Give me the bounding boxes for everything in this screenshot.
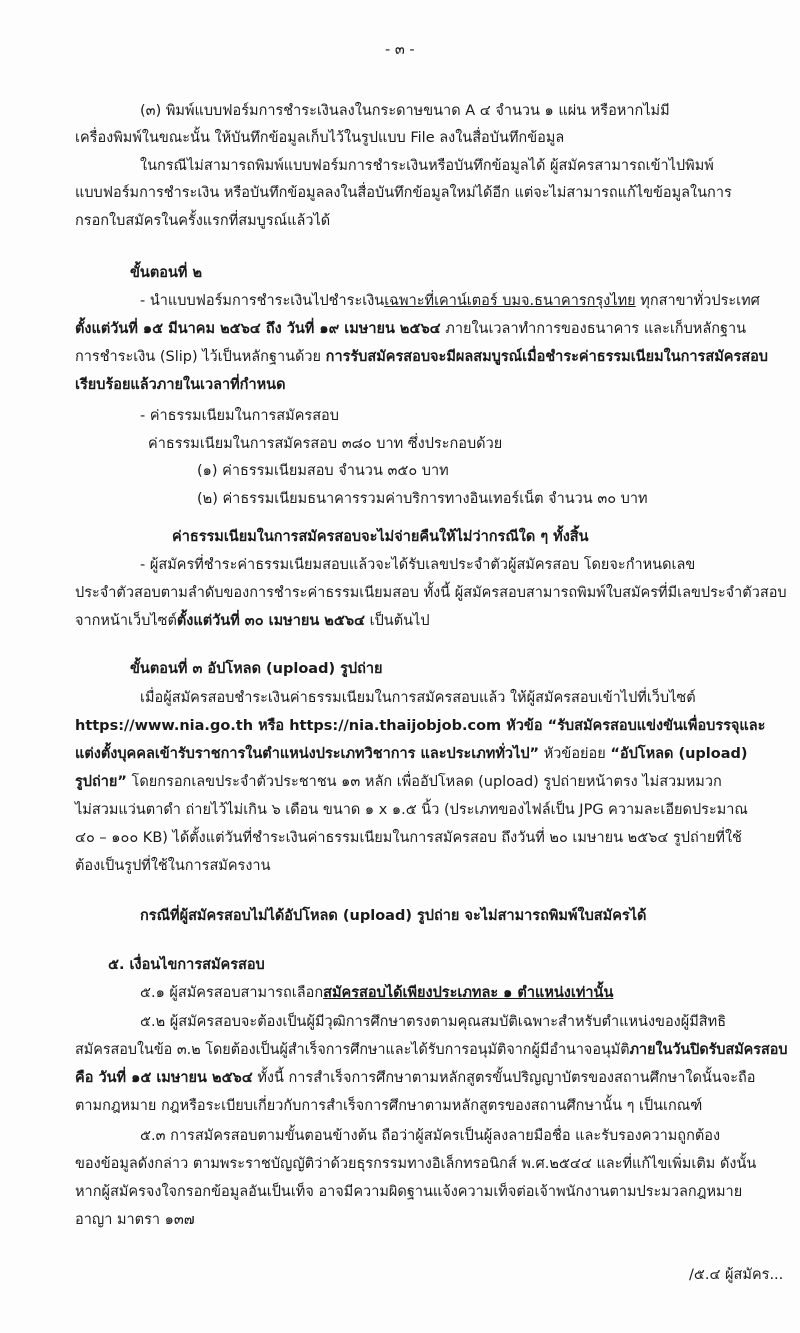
krungthai-counter: เฉพาะที่เคาน์เตอร์ บมจ.ธนาคารกรุงไทย (384, 293, 636, 309)
para1-line1: (๓) พิมพ์แบบฟอร์มการชำระเงินลงในกระดาษขนาด A ๔ จำนวน ๑ แผ่น หรือหากไม่มี (140, 103, 670, 119)
step2-heading: ขั้นตอนที่ ๒ (130, 265, 203, 281)
section5-2-line3-text: ทั้งนี้ การสำเร็จการศึกษาตามหลักสูตรขั้นปริญญาบัตรของสถานศึกษาใดนั้นจะถือ (252, 1070, 756, 1086)
para2-line2: แบบฟอร์มการชำระเงิน หรือบันทึกข้อมูลลงในสื่อบันทึกข้อมูลใหม่ได้อีก แต่จะไม่สามารถแก้ไขข้อมูลในการ (75, 185, 732, 201)
section5-3-line4: อาญา มาตรา ๑๓๗ (75, 1212, 195, 1228)
section5-3-line1: ๕.๓ การสมัครสอบตามขั้นตอนข้างต้น ถือว่าผู้สมัครเป็นผู้ลงลายมือชื่อ และรับรองความถูกต้อง (140, 1128, 721, 1144)
step3-line2: https://www.nia.go.th หรือ https://nia.thaijobjob.com หัวข้อ “รับสมัครสอบแข่งขันเพื่อบรรจุและ (75, 718, 766, 734)
section5-1 (140, 983, 613, 1003)
step2-remark-line3 (75, 611, 430, 631)
step3-line4-text: โดยกรอกเลขประจำตัวประชาชน ๑๓ หลัก เพื่ออัปโหลด (upload) รูปถ่ายหน้าตรง ไม่สวมหมวก (126, 774, 722, 790)
subtopic-title: “อัปโหลด (upload) (610, 746, 748, 762)
step3-line3 (75, 744, 748, 764)
continuation-marker: /๕.๔ ผู้สมัคร... (689, 1267, 784, 1283)
payment-period: ตั้งแต่วันที่ ๑๕ มีนาคม ๒๕๖๔ ถึง วันที่ ๑๙ เมษายน ๒๕๖๔ (75, 321, 441, 337)
subtopic-title-end: รูปถ่าย” (75, 774, 127, 790)
step2-remark-line2: ประจำตัวสอบตามลำดับของการชำระค่าธรรมเนียมสอบ ทั้งนี้ ผู้สมัครสอบสามารถพิมพ์ใบสมัครที่มีเลขประจำตัวสอบ (75, 585, 787, 601)
step3-line7: ต้องเป็นรูปที่ใช้ในการสมัครงาน (75, 858, 271, 874)
step2-line2-tail: ภายในเวลาทำการของธนาคาร และเก็บหลักฐาน (440, 321, 747, 337)
step2-line4: เรียบร้อยแล้วภายในเวลาที่กำหนด (75, 377, 286, 393)
step3-heading: ขั้นตอนที่ ๓ อัปโหลด (upload) รูปถ่าย (130, 661, 383, 677)
fee-item-1: (๑) ค่าธรรมเนียมสอบ จำนวน ๓๕๐ บาท (197, 463, 449, 479)
section5-3-line2: ของข้อมูลดังกล่าว ตามพระราชบัญญัติว่าด้วยธุรกรรมทางอิเล็กทรอนิกส์ พ.ศ.๒๕๔๔ และที่แก้ไขเพิ่มเติม ดังนั้น (75, 1156, 757, 1172)
step3-line6: ๔๐ – ๑๐๐ KB) ได้ตั้งแต่วันที่ชำระเงินค่าธรรมเนียมในการสมัครสอบ ถึงวันที่ ๒๐ เมษายน ๒๕๖๔ รูปถ่ายที่ใช้ (75, 830, 742, 846)
fee-total: ค่าธรรมเนียมในการสมัครสอบ ๓๘๐ บาท ซึ่งประกอบด้วย (148, 436, 503, 452)
section5-2-line4: ตามกฎหมาย กฎหรือระเบียบเกี่ยวกับการสำเร็จการศึกษาตามหลักสูตรของสถานศึกษานั้น ๆ เป็นเกณฑ์ (75, 1098, 703, 1114)
section5-2-line2 (75, 1040, 787, 1060)
section5-3-line3: หากผู้สมัครจงใจกรอกข้อมูลอันเป็นเท็จ อาจมีความผิดฐานแจ้งความเท็จต่อเจ้าพนักงานตามประมวลกฎหมาย (75, 1184, 743, 1200)
no-refund-notice: ค่าธรรมเนียมในการสมัครสอบจะไม่จ่ายคืนให้ไม่ว่ากรณีใด ๆ ทั้งสิ้น (172, 529, 589, 545)
para2-line1: ในกรณีไม่สามารถพิมพ์แบบฟอร์มการชำระเงินหรือบันทึกข้อมูลได้ ผู้สมัครสามารถเข้าไปพิมพ์ (140, 158, 714, 174)
fee-item-2: (๒) ค่าธรรมเนียมธนาคารรวมค่าบริการทางอินเทอร์เน็ต จำนวน ๓๐ บาท (197, 491, 648, 507)
step2-line1-text: - นำแบบฟอร์มการชำระเงินไปชำระเงิน (140, 293, 385, 309)
completion-note: การรับสมัครสอบจะมีผลสมบูรณ์เมื่อชำระค่าธรรมเนียมในการสมัครสอบ (325, 349, 768, 365)
step2-remark-line3-text: จากหน้าเว็บไซต์ (75, 613, 177, 629)
step2-line1 (140, 291, 760, 311)
section5-2-line2-text: สมัครสอบในข้อ ๓.๒ โดยต้องเป็นผู้สำเร็จการศึกษาและได้รับการอนุมัติจากผู้มีอำนาจอนุมัติ (75, 1042, 630, 1058)
step2-line2 (75, 319, 746, 339)
closing-date: คือ วันที่ ๑๕ เมษายน ๒๕๖๔ (75, 1070, 253, 1086)
page-number: - ๓ - (385, 42, 415, 58)
step3-line4 (75, 772, 722, 792)
section5-2-line3 (75, 1068, 755, 1088)
step2-line1-tail: ทุกสาขาทั่วประเทศ (635, 293, 760, 309)
print-start-date: ตั้งแต่วันที่ ๓๐ เมษายน ๒๕๖๔ (176, 613, 366, 629)
section5-2-line1: ๕.๒ ผู้สมัครสอบจะต้องเป็นผู้มีวุฒิการศึกษาตรงตามคุณสมบัติเฉพาะสำหรับตำแหน่งของผู้มีสิทธิ (140, 1014, 727, 1030)
step2-remark-line1: - ผู้สมัครที่ชำระค่าธรรมเนียมสอบแล้วจะได้รับเลขประจำตัวผู้สมัครสอบ โดยจะกำหนดเลข (140, 557, 696, 573)
section5-1-text: ๕.๑ ผู้สมัครสอบสามารถเลือก (140, 985, 324, 1001)
step3-line5: ไม่สวมแว่นตาดำ ถ่ายไว้ไม่เกิน ๖ เดือน ขนาด ๑ x ๑.๕ นิ้ว (ประเภทของไฟล์เป็น JPG ความละเอียดประมาณ (75, 802, 748, 818)
upload-warning: กรณีที่ผู้สมัครสอบไม่ได้อัปโหลด (upload) รูปถ่าย จะไม่สามารถพิมพ์ใบสมัครได้ (140, 908, 647, 924)
topic-title: แต่งตั้งบุคคลเข้ารับราชการในตำแหน่งประเภทวิชาการ และประเภททั่วไป” (75, 746, 540, 762)
fee-heading: - ค่าธรรมเนียมในการสมัครสอบ (140, 408, 339, 424)
one-position-rule: สมัครสอบได้เพียงประเภทละ ๑ ตำแหน่งเท่านั้น (323, 985, 614, 1001)
para2-line3: กรอกใบสมัครในครั้งแรกที่สมบูรณ์แล้วได้ (75, 213, 331, 229)
closing-deadline: ภายในวันปิดรับสมัครสอบ (629, 1042, 788, 1058)
para1-line2: เครื่องพิมพ์ในขณะนั้น ให้บันทึกข้อมูลเก็บไว้ในรูปแบบ File ลงในสื่อบันทึกข้อมูล (75, 130, 565, 146)
step2-remark-line3-tail: เป็นต้นไป (365, 613, 430, 629)
step2-line3 (75, 347, 768, 367)
step3-line1: เมื่อผู้สมัครสอบชำระเงินค่าธรรมเนียมในการสมัครสอบแล้ว ให้ผู้สมัครสอบเข้าไปที่เว็บไซต์ (140, 690, 696, 706)
step2-line3-text: การชำระเงิน (Slip) ไว้เป็นหลักฐานด้วย (75, 349, 326, 365)
section5-heading: ๕. เงื่อนไขการสมัครสอบ (108, 957, 265, 973)
subtopic-label: หัวข้อย่อย (539, 746, 611, 762)
